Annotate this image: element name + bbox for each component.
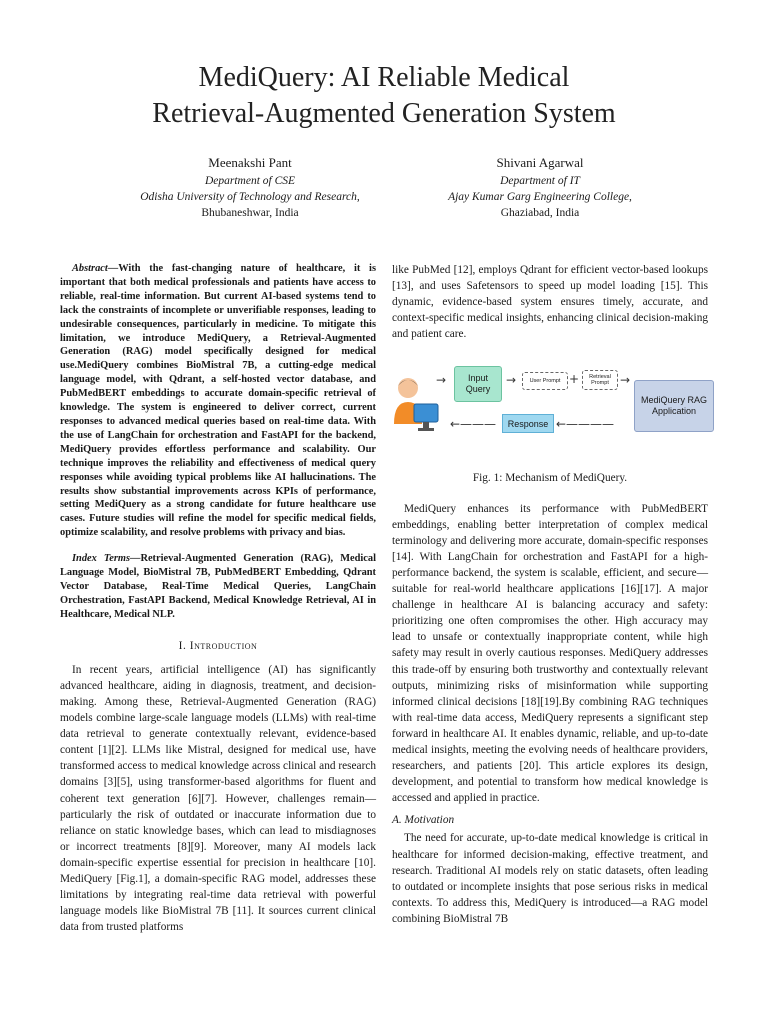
abstract-lead: Abstract bbox=[72, 263, 108, 274]
doctor-head-icon bbox=[398, 378, 418, 398]
response-box: Response bbox=[502, 414, 554, 433]
input-query-box: Input Query bbox=[454, 366, 502, 402]
author-block-1 bbox=[100, 155, 400, 221]
user-prompt-box: User Prompt bbox=[522, 372, 568, 390]
subsection-heading-motivation: A. Motivation bbox=[392, 814, 455, 827]
body-paragraph: MediQuery enhances its performance with PubMedBERT embeddings, enabling better interpretation of complex medical terminology and delivering more accurate, domain-specific responses [14]. With LangChain for orchestration and FastAPI for a high-performance backend, the system is scalable, efficient, and secure—suitable for real-world healthcare applications [16][17]. A major challenge in healthcare AI is balancing accuracy and safety: prioritizing one often compromises the other. High accuracy may lead to unsafe or contextually inappropriate content, while high safety may result in overly cautious responses. MediQuery addresses this trade-off by ensuring both trustworthy and contextually relevant outputs, minimizing risks of misinformation while supporting informed clinical decisions [18][19].By combining RAG techniques with real-time data access, MediQuery represents a significant step forward in healthcare AI. It enables dynamic, reliable, and up-to-date medical insights, meeting the evolving needs of healthcare providers, researchers, and patients [20]. This article explores its design, development, and potential to transform how medical knowledge is accessed and applied in practice. bbox=[392, 502, 708, 805]
author-dept: Department of IT bbox=[500, 175, 580, 187]
intro-paragraph: In recent years, artificial intelligence (AI) has significantly advanced healthcare, aiding in diagnosis, treatment, and decision-making. Among these, Retrieval-Augmented Generation (RAG) models combine large-scale language models (LLMs) with real-time data retrieval to generate contextually relevant, evidence-based content [1][2]. LLMs like Mistral, designed for medical use, have transformed access to medical knowledge across clinical and research domains [3][5], using transformer-based algorithms for fluent and coherent text generation [6][7]. However, challenges remain—particularly the risk of outdated or inaccurate information due to reliance on static knowledge bases, which can lead to misdiagnoses or incorrect treatments [8][9]. Moreover, many AI models lack domain-specific expertise essential for precision in healthcare [10]. MediQuery [Fig.1], a domain-specific RAG model, addresses these limitations by integrating real-time data retrieval with powerful language models like BioMistral 7B [11]. It sources current clinical data from trusted platforms bbox=[60, 663, 376, 934]
arrow-right-icon: → bbox=[436, 373, 447, 388]
body-paragraph: The need for accurate, up-to-date medical knowledge is critical in healthcare for informed decision-making, effective treatment, and research. Traditional AI models rely on static datasets, often leading to outdated or incomplete insights that pose serious risks in medical contexts. To address this, MediQuery is introduced—a RAG model combining BioMistral 7B bbox=[392, 832, 708, 925]
section-heading-introduction: I. Introduction bbox=[178, 639, 258, 652]
computer-base-icon bbox=[418, 428, 434, 431]
author-institution: Odisha University of Technology and Research, bbox=[140, 191, 360, 203]
arrow-right-icon: → bbox=[620, 373, 631, 388]
rag-application-box: MediQuery RAG Application bbox=[634, 380, 714, 432]
index-terms bbox=[60, 552, 376, 622]
author-location: Bhubaneshwar, India bbox=[201, 207, 299, 219]
title-line-1: MediQuery: AI Reliable Medical bbox=[198, 62, 570, 93]
abstract bbox=[60, 262, 376, 540]
title-line-2: Retrieval-Augmented Generation System bbox=[152, 98, 616, 129]
figure-1 bbox=[392, 360, 708, 458]
author-name: Meenakshi Pant bbox=[208, 155, 292, 170]
left-column bbox=[60, 262, 376, 935]
author-institution: Ajay Kumar Garg Engineering College, bbox=[448, 191, 632, 203]
arrow-left-line-icon: ←———— bbox=[556, 417, 615, 432]
computer-monitor-icon bbox=[414, 404, 438, 422]
continued-paragraph: like PubMed [12], employs Qdrant for efficient vector-based lookups [13], and uses Safetensors to speed up model loading [15]. This dynamic, evidence-based system ensures timely, accurate, and context-specific medical insights, enhancing clinical decision-making and patient care. bbox=[392, 264, 708, 341]
figure-caption: Fig. 1: Mechanism of MediQuery. bbox=[472, 472, 628, 485]
computer-stand-icon bbox=[423, 422, 429, 428]
retrieval-prompt-box: Retrieval Prompt bbox=[582, 370, 618, 390]
index-terms-lead: Index Terms bbox=[72, 553, 131, 565]
paper-title bbox=[0, 60, 768, 132]
author-block-2 bbox=[390, 155, 690, 221]
arrow-right-icon: → bbox=[506, 373, 517, 388]
index-terms-text: —Retrieval-Augmented Generation (RAG), Medical Language Model, BioMistral 7B, PubMedBERT Embedding, Qdrant Vector Database, Real-Time Medical Queries, LangChain Orchestration, FastAPI Backend, Medical Knowledge Retrieval, AI in Healthcare, Medical NLP. bbox=[60, 553, 376, 620]
plus-icon: + bbox=[569, 372, 580, 387]
abstract-text: —With the fast-changing nature of healthcare, it is important that both medical professionals and patients have access to reliable, real-time information. But current AI-based systems tend to lack the constraints of incomplete or unverifiable responses, leading to undesirable consequences, particularly in medicine. To mitigate this limitation, we introduce MediQuery, a Retrieval-Augmented Generation (RAG) model specifically designed for medical use.MediQuery combines BioMistral 7B, a cutting-edge medical language model, with Qdrant, a self-hosted vector database, and PubMedBERT embeddings to accurate domain-specific retrieval of knowledge. The system is engineered to deliver correct, current responses to advanced medical queries based on real-time data. With the use of LangChain for orchestration and FastAPI for the backend, MediQuery provides effortless performance and scalability. Our technique improves the reliability and effectiveness of medical query responses while avoiding typical problems like AI hallucinations. The results show substantial improvements across KPIs of performance, setting MediQuery as a strong candidate for future healthcare use cases. Future studies will refine the model for specific medical fields, optimize scalability, and resolve problems with privacy and bias. bbox=[60, 263, 376, 539]
author-location: Ghaziabad, India bbox=[500, 207, 580, 219]
arrow-left-line-icon: ←——— bbox=[450, 417, 497, 432]
right-column bbox=[392, 262, 708, 927]
author-dept: Department of CSE bbox=[204, 175, 296, 187]
author-name: Shivani Agarwal bbox=[496, 155, 584, 170]
